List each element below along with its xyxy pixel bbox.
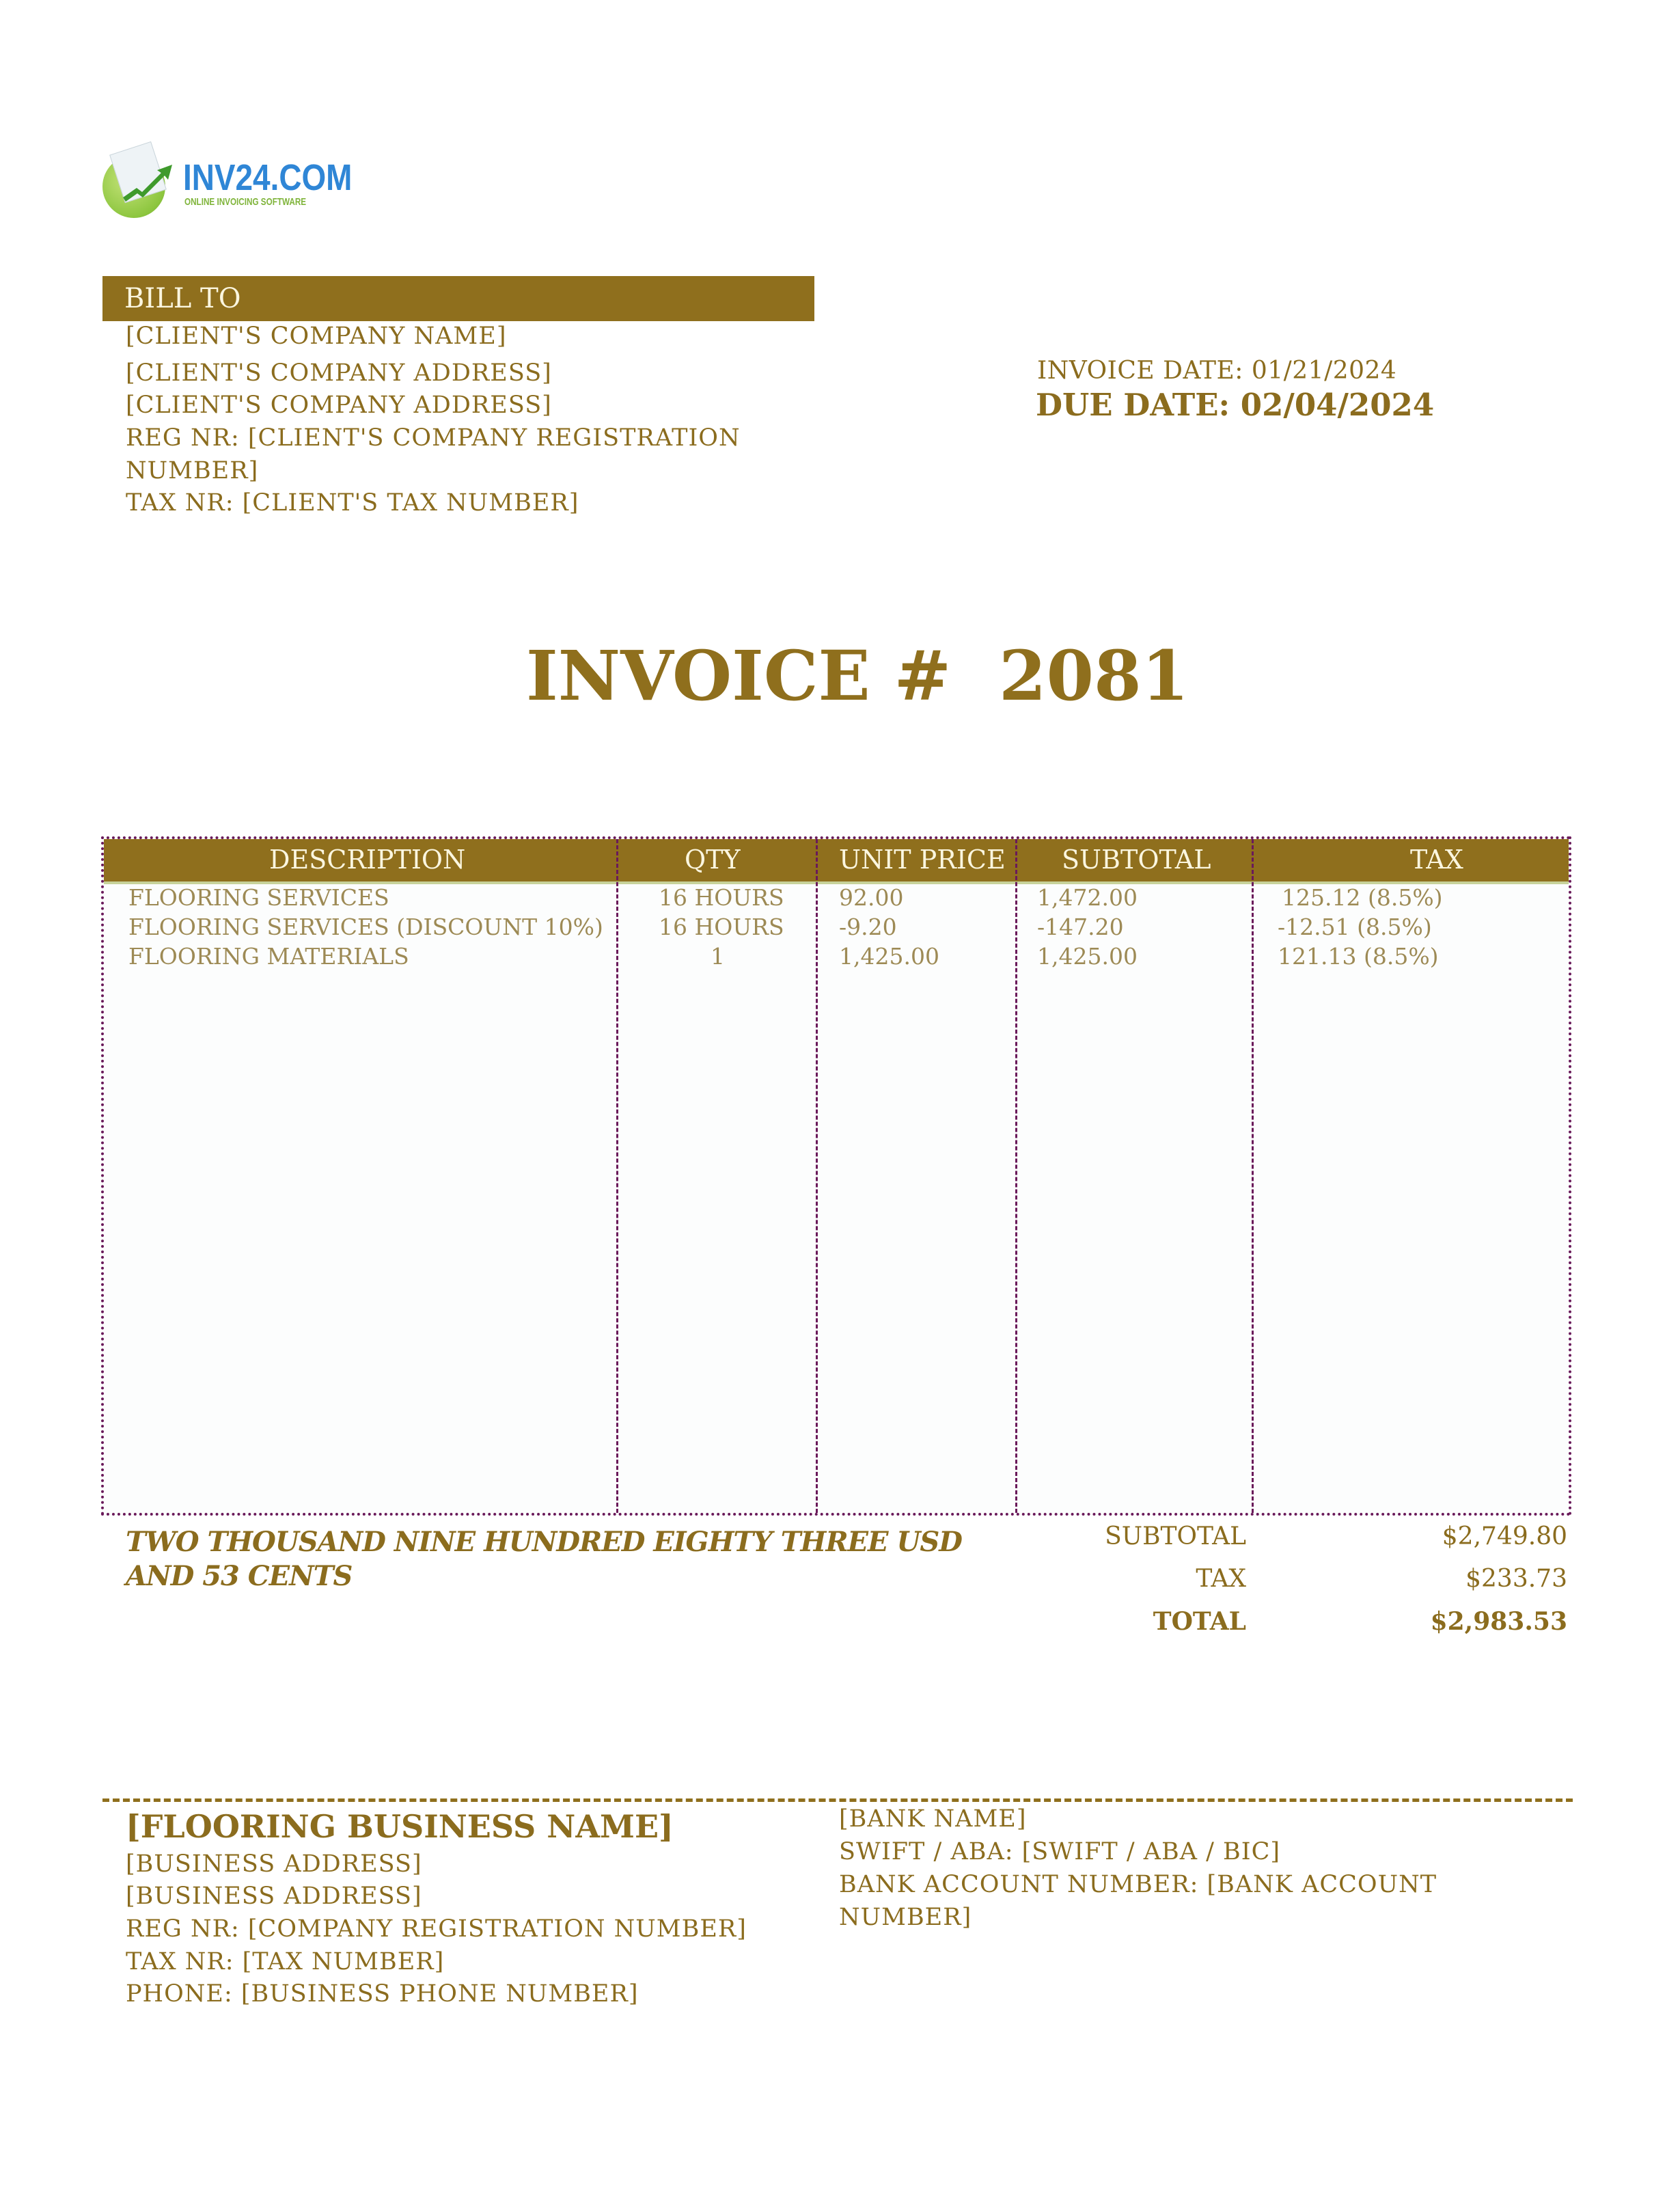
- invoice-title: INVOICE # 2081: [526, 635, 1189, 716]
- line-items-table: [101, 836, 1571, 1516]
- client-company-name: [CLIENT'S COMPANY NAME]: [126, 323, 507, 350]
- column-divider: [1015, 839, 1017, 1513]
- client-address-1: [CLIENT'S COMPANY ADDRESS]: [126, 359, 552, 387]
- bill-to-label: BILL TO: [124, 283, 241, 314]
- footer-divider: [102, 1798, 1573, 1802]
- row-2-description: FLOORING SERVICES (DISCOUNT 10%): [128, 914, 603, 940]
- company-logo: [102, 147, 353, 219]
- column-divider: [816, 839, 818, 1513]
- bill-to-header: [102, 276, 814, 321]
- bank-account-number-cont: NUMBER]: [839, 1904, 972, 1931]
- row-1-qty: 16 HOURS: [659, 884, 784, 911]
- column-divider: [616, 839, 618, 1513]
- row-1-description: FLOORING SERVICES: [128, 884, 389, 911]
- business-phone: PHONE: [BUSINESS PHONE NUMBER]: [126, 1980, 639, 2008]
- total-label: TOTAL: [1153, 1607, 1246, 1636]
- tax-value: $233.73: [1465, 1565, 1567, 1593]
- bank-name: [BANK NAME]: [839, 1805, 1027, 1833]
- business-address-1: [BUSINESS ADDRESS]: [126, 1850, 422, 1878]
- column-header-unit-price: UNIT PRICE: [839, 845, 1006, 875]
- amount-in-words: TWO THOUSAND NINE HUNDRED EIGHTY THREE USD AND 53 CENTS: [126, 1526, 962, 1592]
- column-header-qty: QTY: [685, 845, 741, 875]
- row-3-description: FLOORING MATERIALS: [128, 943, 409, 970]
- growth-arrow-icon: [122, 162, 176, 203]
- row-3-qty: 1: [711, 943, 725, 970]
- row-1-tax: 125.12 (8.5%): [1282, 884, 1443, 911]
- column-header-subtotal: SUBTOTAL: [1062, 845, 1211, 875]
- bank-account-number: BANK ACCOUNT NUMBER: [BANK ACCOUNT: [839, 1871, 1437, 1898]
- subtotal-value: $2,749.80: [1442, 1522, 1567, 1550]
- total-value: $2,983.53: [1430, 1607, 1567, 1636]
- client-reg-number: REG NR: [CLIENT'S COMPANY REGISTRATION: [126, 424, 741, 452]
- row-1-subtotal: 1,472.00: [1037, 884, 1138, 911]
- column-header-description: DESCRIPTION: [269, 845, 466, 875]
- business-reg-number: REG NR: [COMPANY REGISTRATION NUMBER]: [126, 1915, 747, 1943]
- invoice-date: INVOICE DATE: 01/21/2024: [1037, 357, 1397, 385]
- logo-tagline: ONLINE INVOICING SOFTWARE: [184, 196, 307, 208]
- tax-label: TAX: [1196, 1565, 1246, 1593]
- row-3-unit-price: 1,425.00: [839, 943, 939, 970]
- column-divider: [1252, 839, 1254, 1513]
- row-2-tax: -12.51 (8.5%): [1278, 914, 1432, 940]
- row-2-qty: 16 HOURS: [659, 914, 784, 940]
- row-2-unit-price: -9.20: [839, 914, 897, 940]
- business-tax-number: TAX NR: [TAX NUMBER]: [126, 1948, 445, 1975]
- client-address-2: [CLIENT'S COMPANY ADDRESS]: [126, 392, 552, 419]
- business-address-2: [BUSINESS ADDRESS]: [126, 1883, 422, 1910]
- row-2-subtotal: -147.20: [1037, 914, 1124, 940]
- row-3-subtotal: 1,425.00: [1037, 943, 1138, 970]
- row-3-tax: 121.13 (8.5%): [1278, 943, 1439, 970]
- client-tax-number: TAX NR: [CLIENT'S TAX NUMBER]: [126, 489, 579, 517]
- bank-swift: SWIFT / ABA: [SWIFT / ABA / BIC]: [839, 1838, 1281, 1865]
- logo-brand-text: INV24.COM: [183, 157, 353, 198]
- column-header-tax: TAX: [1410, 845, 1463, 875]
- due-date: DUE DATE: 02/04/2024: [1036, 387, 1435, 423]
- row-1-unit-price: 92.00: [839, 884, 904, 911]
- client-reg-number-cont: NUMBER]: [126, 457, 259, 484]
- subtotal-label: SUBTOTAL: [1105, 1522, 1246, 1550]
- business-name: [FLOORING BUSINESS NAME]: [126, 1808, 674, 1845]
